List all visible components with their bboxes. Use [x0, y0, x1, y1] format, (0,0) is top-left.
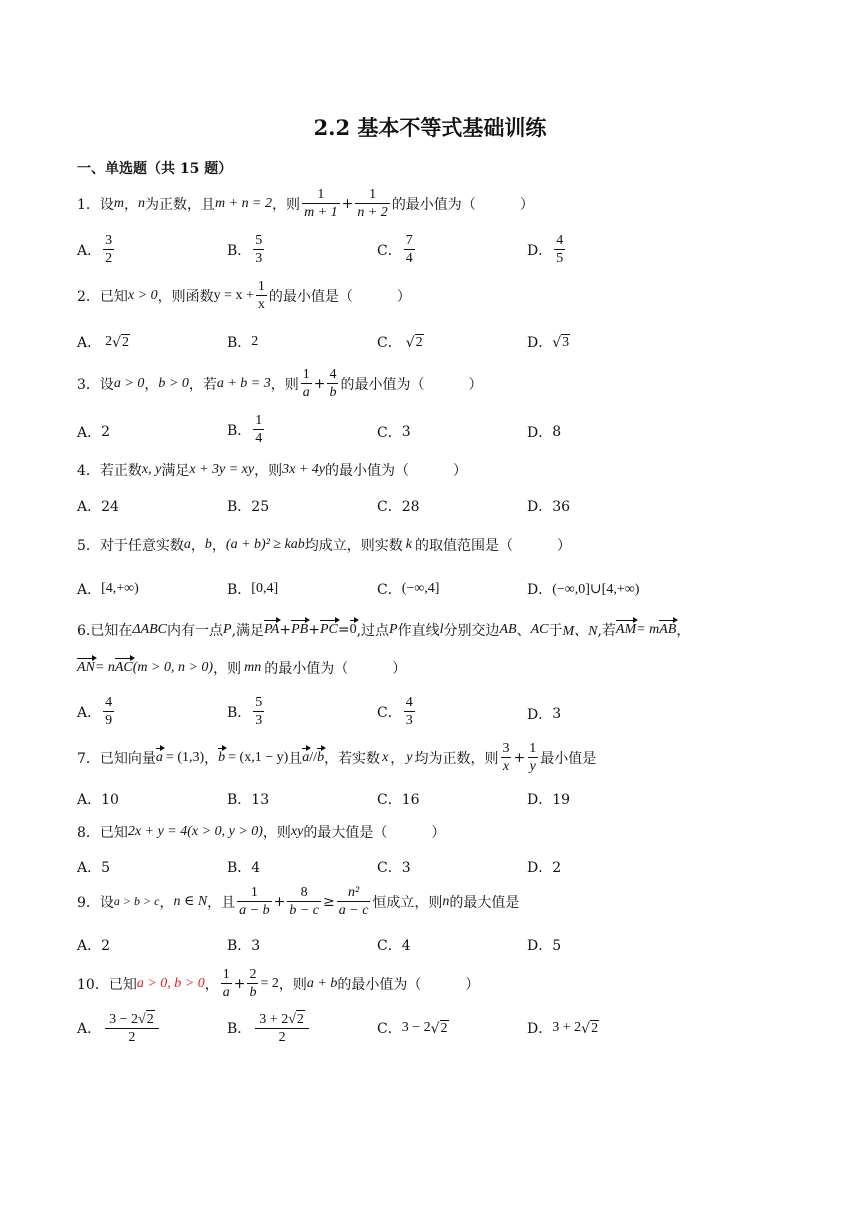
question-2	[77, 278, 411, 313]
q9-number: 9．设	[77, 894, 114, 911]
vector-ac: AC	[114, 660, 133, 675]
q1-text: 的最小值为（	[391, 196, 476, 213]
q3-text: 的最小值为（	[340, 376, 425, 393]
q2-text: ，则函数	[157, 288, 214, 305]
q2-number: 2．已知	[77, 288, 128, 305]
section-heading: 一、单选题（共 15 题）	[77, 161, 233, 177]
q2-function: y = x +	[213, 287, 254, 303]
q6-option-a: A． $\frac{4}{9}$	[77, 695, 113, 728]
q4-option-d: D．36	[527, 499, 571, 515]
q3-fraction-1: $\frac{1}{a}$	[302, 367, 310, 400]
vector-pc: PC	[319, 622, 338, 637]
q9-option-c: C．4	[377, 938, 411, 954]
q1-option-c: C． $\frac{7}{4}$	[377, 233, 413, 266]
q4-option-c: C．28	[377, 499, 420, 515]
q1-fraction-2: $\frac{1}{n + 2}$	[357, 187, 388, 220]
q4-condition: x + 3y = xy	[189, 462, 255, 477]
q3-text: ，	[144, 376, 159, 393]
q9-fraction-3: $\frac{\text{n²}}{a - c}$	[338, 885, 369, 918]
q7-option-b: B．13	[227, 792, 270, 808]
q4-option-a: A．24	[77, 499, 119, 515]
question-7: 7．已知向量 a = (1,3) ， b = (x,1 − y) 且 a // b ，若实数 x ， y 均为正数，则 $\frac{3}{x}$ + $\frac{1}{y}$ 最小值是	[77, 741, 597, 774]
q3-text: ，若	[188, 376, 217, 393]
q2-text: 的最小值是（	[268, 288, 353, 305]
q10-fraction-2: $\frac{2}{b}$	[249, 967, 257, 1000]
q3-fraction-2: $\frac{4}{b}$	[329, 367, 337, 400]
q3-option-c: C． 3	[377, 424, 411, 441]
question-5: 5．对于任意实数 a ， b ， (a + b)² ≥ kab 均成立，则实数 k 的取值范围是（ ）	[77, 537, 572, 554]
page-title: 2.2 基本不等式基础训练	[313, 115, 547, 140]
q1-fraction-1: $\frac{1}{m + 1}$	[304, 187, 338, 220]
q6-option-c: C． $\frac{4}{3}$	[377, 695, 413, 728]
q1-option-b: B． $\frac{5}{3}$	[227, 233, 263, 266]
q2-close: ）	[396, 288, 411, 305]
q1-plus: +	[341, 195, 354, 212]
q8-condition: 2x + y = 4(x > 0, y > 0)	[127, 824, 263, 839]
q10-option-b: B． 3 + 2√ 2 2	[227, 1010, 309, 1046]
q1-option-d: D． $\frac{4}{5}$	[527, 233, 564, 266]
q10-number: 10．已知	[77, 976, 137, 993]
q2-condition: x > 0	[127, 287, 158, 303]
q1-var-m: m	[113, 195, 125, 211]
q7-fraction-2: $\frac{1}{y}$	[529, 741, 537, 774]
q3-cond-b: b > 0	[158, 375, 189, 391]
question-9: 9．设 a > b > c ， n ∈ N ，且 $\frac{1}{a - b}$ + $\frac{8}{b - c}$ ≥ $\frac{\text{n²}}{a - c}$ 恒成立，则 n 的最大值是	[77, 885, 520, 918]
q6-option-b: B． $\frac{5}{3}$	[227, 695, 263, 728]
q1-condition: m + n = 2	[215, 195, 273, 211]
q5-option-a: A． [4,+∞)	[77, 581, 139, 598]
q4-option-b: B．25	[227, 499, 270, 515]
q5-option-d: D． (−∞,0]∪[4,+∞)	[527, 581, 640, 598]
q9-option-a: A．2	[77, 938, 111, 954]
q9-option-d: D．5	[527, 938, 562, 954]
q10-option-c: C． 3 − 2 √ 2	[377, 1020, 448, 1037]
q8-option-c: C．3	[377, 860, 411, 876]
q2-option-d: D． √ 3	[527, 334, 570, 351]
q2-option-a: A． 2 √ 2	[77, 334, 130, 351]
q4-number: 4．若正数	[77, 463, 142, 479]
q10-option-d: D． 3 + 2 √ 2	[527, 1020, 599, 1037]
vector-b: b	[218, 749, 226, 765]
q1-option-a: A． $\frac{3}{2}$	[77, 233, 113, 266]
question-4: 4．若正数 x, y 满足 x + 3y = xy ，则 3x + 4y 的最小值为（ ）	[77, 462, 467, 479]
question-10: 10．已知 a > 0, b > 0 ， $\frac{1}{a}$ + $\frac{2}{b}$ = 2 ，则 a + b 的最小值为（ ）	[77, 967, 480, 1000]
q1-text: ，	[124, 196, 139, 213]
q4-vars: x, y	[141, 462, 162, 477]
q7-option-a: A．10	[77, 792, 119, 808]
vector-am: AM	[615, 622, 637, 637]
q10-fraction-1: $\frac{1}{a}$	[222, 967, 230, 1000]
q1-number: 1．设	[77, 196, 114, 213]
q3-text: ，则	[270, 376, 299, 393]
q2-fraction: $\frac{1}{x}$	[257, 279, 265, 312]
q7-option-d: D．19	[527, 792, 571, 808]
q7-fraction-1: $\frac{3}{x}$	[502, 741, 510, 774]
q6-option-d: D． 3	[527, 706, 562, 723]
q5-option-b: B． [0,4]	[227, 581, 279, 598]
q1-var-n: n	[138, 195, 146, 211]
vector-an: AN	[77, 660, 95, 675]
q8-option-a: A．5	[77, 860, 111, 876]
q4-expression: 3x + 4y	[282, 462, 325, 477]
q1-text: 为正数，且	[145, 196, 216, 213]
q5-number: 5．对于任意实数	[77, 538, 184, 554]
question-1	[77, 186, 534, 221]
question-6: 6.已知在 ΔABC 内有一点 P ,满足 PA + PB + PC = 0 ,过点 P 作直线 l 分别交边 AB 、 AC 于 M、N ,若 AM = m AB ，	[77, 622, 691, 639]
vector-a: a	[155, 749, 163, 765]
q8-option-b: B．4	[227, 860, 261, 876]
question-8: 8．已知 2x + y = 4(x > 0, y > 0) ，则 xy 的最大值是（ ）	[77, 824, 446, 841]
q3-option-b: B． $\frac{1}{4}$	[227, 413, 263, 446]
q9-fraction-1: $\frac{1}{a - b}$	[239, 885, 270, 918]
q1-text: ，则	[272, 196, 301, 213]
q1-close: ）	[519, 196, 534, 213]
q5-option-c: C． (−∞,4]	[377, 581, 440, 598]
q2-option-c: C． √ 2	[377, 334, 423, 351]
q7-option-c: C．16	[377, 792, 420, 808]
q3-option-a: A． 2	[77, 424, 111, 441]
q10-option-a: A． 3 − 2√ 2 2	[77, 1010, 159, 1046]
zero-vector: 0	[349, 622, 357, 637]
q3-condition: a + b = 3	[216, 375, 271, 391]
question-3: 3．设 a > 0 ， b > 0 ，若 a + b = 3 ，则 $\frac{1}{a}$ + $\frac{4}{b}$ 的最小值为（ ）	[77, 367, 483, 400]
q8-number: 8．已知	[77, 825, 128, 841]
q7-number: 7．已知向量	[77, 750, 156, 767]
q5-inequality: (a + b)² ≥ kab	[225, 537, 305, 552]
vector-pa: PA	[264, 622, 280, 637]
q2-option-b: B． 2	[227, 334, 259, 351]
q9-fraction-2: $\frac{8}{b - c}$	[289, 885, 320, 918]
q3-cond-a: a > 0	[113, 375, 145, 391]
q10-highlighted-condition: a > 0, b > 0	[136, 975, 205, 991]
q9-option-b: B．3	[227, 938, 261, 954]
q3-option-d: D． 8	[527, 424, 562, 441]
q3-number: 3．设	[77, 376, 114, 393]
q6-number: 6.已知在	[77, 623, 133, 639]
vector-ab: AB	[659, 622, 677, 637]
question-6-line-2: AN = n AC (m > 0, n > 0) ，则 mn 的最小值为（ ）	[77, 660, 407, 677]
q8-option-d: D．2	[527, 860, 562, 876]
vector-pb: PB	[291, 622, 309, 637]
